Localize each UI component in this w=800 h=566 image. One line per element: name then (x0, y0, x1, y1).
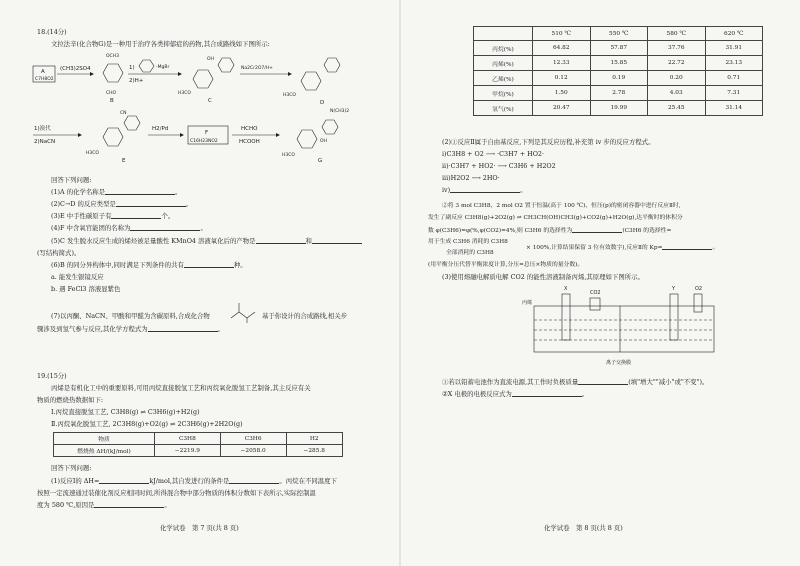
o2-outlet (694, 294, 702, 312)
reagent-4b: 2)NaCN (34, 139, 56, 145)
compound-E-ring (103, 128, 123, 146)
table-cell: 2.78 (590, 86, 648, 101)
q19-intro-2: 物质的燃烧热数据如下: (37, 396, 104, 404)
q19-intro-1: 丙烯是有机化工中的重要原料,可用丙烷直接脱氢工艺和丙烷氧化脱氢工艺制备,其主反应有关 (51, 384, 311, 392)
q18-prompt: 回答下列问题: (51, 176, 92, 184)
q19-p2a: (2)①反应Ⅱ属于自由基反应,下列是其反应历程,补充第 iv 步的反应方程式。 (442, 138, 655, 146)
row-label: 甲烷(%) (474, 86, 533, 101)
electrode-X (562, 294, 570, 340)
arrow-3-head (288, 72, 292, 76)
cyclohexyl-ring (139, 60, 154, 72)
q19-p3b: ②X 电极的电极反应式为 。 (442, 390, 589, 398)
compound-G-ring2 (322, 120, 338, 134)
row-label: 丙烯(%) (474, 56, 533, 71)
q19-eq-2: Ⅱ.丙烷氧化脱氢工艺, 2C3H8(g)+O2(g) ⇌ 2C3H6(g)+2H2O(g) (51, 420, 243, 428)
q19-p3: (3)使用熔融电解质电解 CO2 的能性溶液制备丙烯,其原理如下图所示。 (442, 273, 644, 281)
table-cell: 0.12 (533, 71, 591, 86)
table-row (474, 86, 763, 101)
reagent-2a: 1) (129, 65, 135, 71)
row-label: 乙烯(%) (474, 71, 533, 86)
compound-A-label: A (41, 69, 45, 75)
compound-E-h3co: H3CO (86, 151, 99, 156)
page-8 (400, 0, 800, 566)
q18-item-5-note: (写结构简式)。 (37, 249, 81, 257)
q18-item-6b: b. 遇 FeCl3 溶液显紫色 (51, 285, 121, 293)
q18-item-4: (4)F 中含氧官能团的名称为 。 (51, 224, 207, 232)
q18-item-3: (3)E 中手性碳原子有 个。 (51, 212, 175, 220)
q19-p1: (1)反应Ⅰ的 ΔH= kJ/mol,其自发进行的条件是 。丙烷在不同温度下 (51, 477, 337, 485)
compound-G-label: G (318, 158, 323, 164)
table-header-cell: H2 (286, 433, 343, 445)
reagent-6a: HCHO (241, 126, 258, 132)
electrode-Y (670, 294, 678, 340)
reagent-2-mgbr: -MgBr (156, 65, 170, 70)
electrode-y-label: Y (672, 286, 676, 292)
propylene-label: 丙烯 (522, 300, 533, 306)
temp-header: 550 ℃ (590, 27, 648, 41)
table-cell: 23.13 (705, 56, 763, 71)
q19-p3a: ①若以铅蓄电池作为直流电源,其工作时负极质量 (填"增大""减小"或"不变")。 (442, 378, 709, 386)
q19-p2b-1: ②将 3 mol C3H8、2 mol O2 置于恒温(高于 100 ℃)、恒压(p)的密闭容器中进行反应Ⅱ时, (442, 203, 681, 209)
arrow-5-head (180, 133, 184, 137)
q18-intro: 文拉法辛(化合物G)是一种用于治疗各类抑郁症的药物,其合成路线如下图所示: (51, 40, 270, 48)
table-cell: 0.20 (648, 71, 706, 86)
electrolysis-diagram (520, 284, 720, 372)
row-label: 丙烷(%) (474, 41, 533, 56)
table-row-label: 燃烧热 ΔH/(kJ/mol) (54, 445, 155, 457)
compound-G-nme2: N(CH3)2 (330, 109, 350, 114)
compound-D-ring (301, 72, 321, 90)
table-row (474, 71, 763, 86)
table-cell: 20.47 (533, 101, 591, 116)
q18-item-1: (1)A 的化学名称是 。 (51, 188, 182, 196)
q18-item-6a: a. 能发生银镜反应 (51, 273, 104, 281)
compound-G-oh: OH (320, 139, 327, 144)
q18-item-7: (7)以丙酮、NaCN、甲酸和甲醛为含碳原料,合成化合物 (51, 312, 210, 320)
table-cell: −2058.0 (220, 445, 286, 457)
q18-item-7-cont: 骤涉及到氢气参与反应,其化学方程式为 。 (37, 325, 225, 333)
compound-C-oh: OH (207, 57, 214, 62)
q19-p2b-3: 数 φ(C3H6)=φ(%,φ(CO2)=4%,则 C3H6 的选择性为 (C3H6 的选择性= (428, 228, 672, 234)
q19-p2b-8: (用平衡分压代替平衡浓度计算,分压=总压×物质的量分数)。 (428, 262, 584, 268)
table-cell: 4.03 (648, 86, 706, 101)
q19-step-2: ii)·C3H7 + HO2· ⟶ C3H6 + H2O2 (442, 162, 556, 170)
table-cell: 0.19 (590, 71, 648, 86)
q19-p2b-5: 用于生成 C3H6 消耗的 C3H8 (428, 239, 508, 245)
table-cell: 37.76 (648, 41, 706, 56)
table-cell: 22.72 (648, 56, 706, 71)
q19-step-3: iii)H2O2 ⟶ 2HO· (442, 174, 500, 182)
reagent-1: (CH3)2SO4 (60, 66, 91, 72)
compound-F-label: F (205, 130, 209, 136)
arrow-6-head (276, 133, 280, 137)
reagent-6b: HCOOH (239, 139, 260, 145)
table-cell: 25.45 (648, 101, 706, 116)
q18-item-7-tail: 基于你设计的合成路线,相关步 (262, 312, 348, 320)
table-cell: 7.31 (705, 86, 763, 101)
table-header-cell: C3H8 (155, 433, 221, 445)
q19-p1-cont: 按照一定流速通过装催化剂反应相同时间,所得混合物中部分物质的体积分数如下表所示,实际控制温 (37, 489, 316, 497)
temp-header: 580 ℃ (648, 27, 706, 41)
co2-inlet (590, 298, 600, 310)
o2-label: O2 (695, 286, 703, 292)
q18-item-2: (2)C→D 的反应类型是 。 (51, 200, 193, 208)
compound-C-label: C (208, 98, 212, 104)
q19-prompt: 回答下列问题: (51, 464, 92, 472)
target-compound-structure (227, 298, 261, 324)
table-header-cell: 物质 (54, 433, 155, 445)
footer-page-8: 化学试卷 第 8 页(共 8 页) (544, 524, 623, 532)
table-cell: 19.99 (590, 101, 648, 116)
compound-D-label: D (320, 100, 325, 106)
compound-D-h3co: H3CO (283, 93, 296, 98)
table-cell: 57.87 (590, 41, 648, 56)
q19-step-4: iv) 。 (442, 186, 527, 194)
table-cell: 0.71 (705, 71, 763, 86)
q19-p2b-6: × 100%,计算结果保留 3 位有效数字),反应Ⅱ的 Kp= 。 (526, 245, 719, 251)
reagent-2b: 2)H+ (129, 78, 144, 84)
table-cell: −2219.9 (155, 445, 221, 457)
electrolytic-cell (534, 306, 714, 352)
footer-page-7: 化学试卷 第 7 页(共 8 页) (160, 524, 239, 532)
compound-C-ring2 (218, 58, 234, 72)
reagent-5: H2/Pd (152, 126, 169, 132)
compound-C-h3co: H3CO (178, 91, 191, 96)
table-corner (474, 27, 533, 41)
compound-B-och3: OCH3 (106, 54, 119, 59)
compound-B-label: B (110, 98, 114, 104)
compound-E-ring2 (124, 116, 140, 130)
temp-header: 620 ℃ (705, 27, 763, 41)
temp-header: 510 ℃ (533, 27, 591, 41)
row-label: 氢气(%) (474, 101, 533, 116)
reagent-3: Na2Cr2O7/H+ (241, 66, 273, 71)
table-cell: −285.8 (286, 445, 343, 457)
co2-label: CO2 (590, 290, 601, 296)
compound-G-ring (297, 130, 317, 148)
table-row (474, 101, 763, 116)
q19-eq-1: Ⅰ.丙烷直接脱氢工艺, C3H8(g) ⇌ C3H6(g)+H2(g) (51, 408, 200, 416)
compound-C-ring (193, 70, 213, 88)
q18-item-5: (5)C 发生脱水反应生成的烯烃被足量酸性 KMnO4 溶液氧化后的产物是 和 (51, 237, 362, 245)
compound-F-formula: C16H23NO2 (190, 139, 218, 144)
compound-B-cho: CHO (106, 91, 117, 96)
synthesis-scheme (30, 50, 380, 165)
q19-p2b-2: 发生了副反应 C3H8(g)+2O2(g) ⇌ CH3CH(OH)CH3(g)+CO2(g)+H2O(g),达平衡时的体积分 (428, 215, 683, 221)
q18-item-6: (6)B 的同分异构体中,同时满足下列条件的共有 种。 (51, 261, 247, 269)
q19-p1-end: 度为 580 ℃,原因是 。 (37, 501, 171, 509)
combustion-heat-table (53, 432, 343, 457)
table-cell: 15.85 (590, 56, 648, 71)
compound-E-label: E (122, 158, 126, 164)
temperature-table (473, 26, 763, 116)
reagent-4a: 1)溴代 (34, 126, 51, 132)
compound-G-h3co: H3CO (282, 153, 295, 158)
table-cell: 1.50 (533, 86, 591, 101)
q19-step-1: i)C3H8 + O2 ⟶ ·C3H7 + HO2· (442, 150, 545, 158)
table-row (474, 56, 763, 71)
table-cell: 12.33 (533, 56, 591, 71)
arrow-2-head (178, 72, 182, 76)
q19-header: 19.(15分) (37, 372, 67, 380)
arrow-4-head (78, 133, 82, 137)
membrane-label: 离子交换膜 (606, 360, 632, 366)
table-cell: 31.14 (705, 101, 763, 116)
electrode-x-label: X (564, 286, 568, 292)
table-row (474, 41, 763, 56)
q18-header: 18.(14分) (37, 28, 67, 36)
table-header-cell: C3H6 (220, 433, 286, 445)
table-cell: 31.91 (705, 41, 763, 56)
compound-A-formula: C7H8O2 (35, 77, 54, 82)
q19-p2b-7: 全部消耗的 C3H8 (446, 250, 494, 256)
table-cell: 64.82 (533, 41, 591, 56)
compound-B-ring (103, 64, 123, 82)
compound-E-cn: CN (120, 111, 127, 116)
compound-D-ring2 (324, 58, 340, 72)
arrow-1-head (90, 72, 94, 76)
